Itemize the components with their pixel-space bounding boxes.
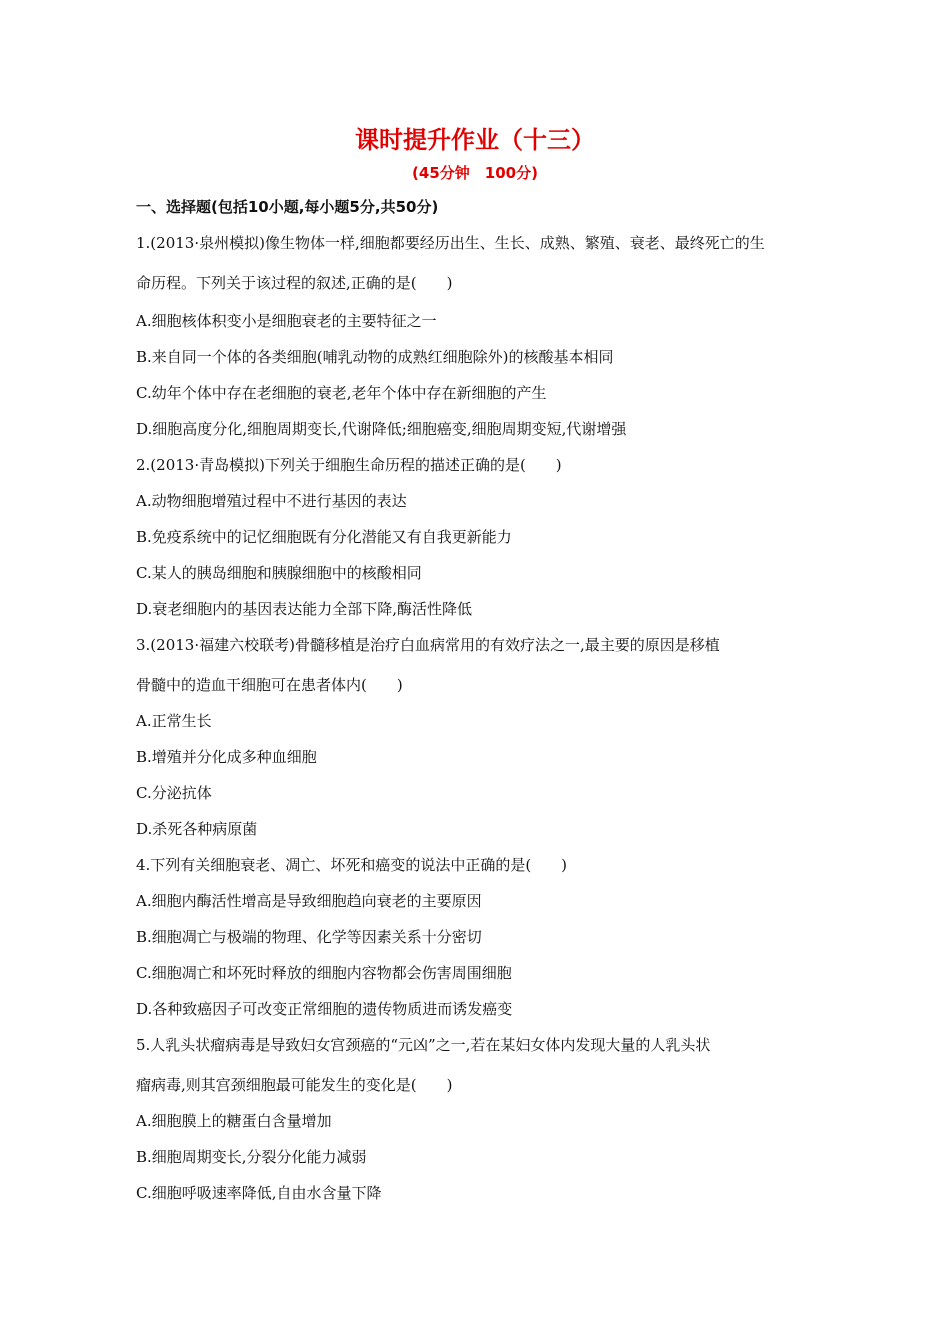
question-1-option-a: A.细胞核体积变小是细胞衰老的主要特征之一 [136, 312, 437, 330]
question-1-stem-line-2: 命历程。下列关于该过程的叙述,正确的是( ) [136, 274, 453, 292]
question-5-option-a: A.细胞膜上的糖蛋白含量增加 [136, 1112, 332, 1130]
question-3-option-a: A.正常生长 [136, 712, 212, 730]
question-5-option-b: B.细胞周期变长,分裂分化能力减弱 [136, 1148, 367, 1166]
question-1-option-c: C.幼年个体中存在老细胞的衰老,老年个体中存在新细胞的产生 [136, 384, 547, 402]
question-2-option-a: A.动物细胞增殖过程中不进行基因的表达 [136, 492, 407, 510]
question-2-stem: 2.(2013·青岛模拟)下列关于细胞生命历程的描述正确的是( ) [136, 456, 562, 474]
question-4-option-a: A.细胞内酶活性增高是导致细胞趋向衰老的主要原因 [136, 892, 482, 910]
question-4-option-c: C.细胞凋亡和坏死时释放的细胞内容物都会伤害周围细胞 [136, 964, 512, 982]
question-2-option-d: D.衰老细胞内的基因表达能力全部下降,酶活性降低 [136, 600, 473, 618]
question-4-option-d: D.各种致癌因子可改变正常细胞的遗传物质进而诱发癌变 [136, 1000, 513, 1018]
question-4-option-b: B.细胞凋亡与极端的物理、化学等因素关系十分密切 [136, 928, 482, 946]
question-2-option-b: B.免疫系统中的记忆细胞既有分化潜能又有自我更新能力 [136, 528, 512, 546]
question-1-option-b: B.来自同一个体的各类细胞(哺乳动物的成熟红细胞除外)的核酸基本相同 [136, 348, 614, 366]
question-5-stem-line-1: 5.人乳头状瘤病毒是导致妇女宫颈癌的“元凶”之一,若在某妇女体内发现大量的人乳头状 [136, 1036, 711, 1054]
page-subtitle: (45分钟 100分) [412, 164, 538, 182]
question-4-stem: 4.下列有关细胞衰老、凋亡、坏死和癌变的说法中正确的是( ) [136, 856, 568, 874]
question-2-option-c: C.某人的胰岛细胞和胰腺细胞中的核酸相同 [136, 564, 422, 582]
question-3-stem-line-1: 3.(2013·福建六校联考)骨髓移植是治疗白血病常用的有效疗法之一,最主要的原因是移植 [136, 636, 720, 654]
page-title: 课时提升作业（十三） [355, 126, 595, 154]
question-3-option-d: D.杀死各种病原菌 [136, 820, 258, 838]
question-1-stem-line-1: 1.(2013·泉州模拟)像生物体一样,细胞都要经历出生、生长、成熟、繁殖、衰老、最终死亡的生 [136, 234, 765, 252]
section-heading: 一、选择题(包括10小题,每小题5分,共50分) [136, 198, 439, 216]
question-3-option-c: C.分泌抗体 [136, 784, 212, 802]
question-5-stem-line-2: 瘤病毒,则其宫颈细胞最可能发生的变化是( ) [136, 1076, 453, 1094]
question-1-option-d: D.细胞高度分化,细胞周期变长,代谢降低;细胞癌变,细胞周期变短,代谢增强 [136, 420, 627, 438]
question-3-stem-line-2: 骨髓中的造血干细胞可在患者体内( ) [136, 676, 403, 694]
question-5-option-c: C.细胞呼吸速率降低,自由水含量下降 [136, 1184, 382, 1202]
question-3-option-b: B.增殖并分化成多种血细胞 [136, 748, 317, 766]
